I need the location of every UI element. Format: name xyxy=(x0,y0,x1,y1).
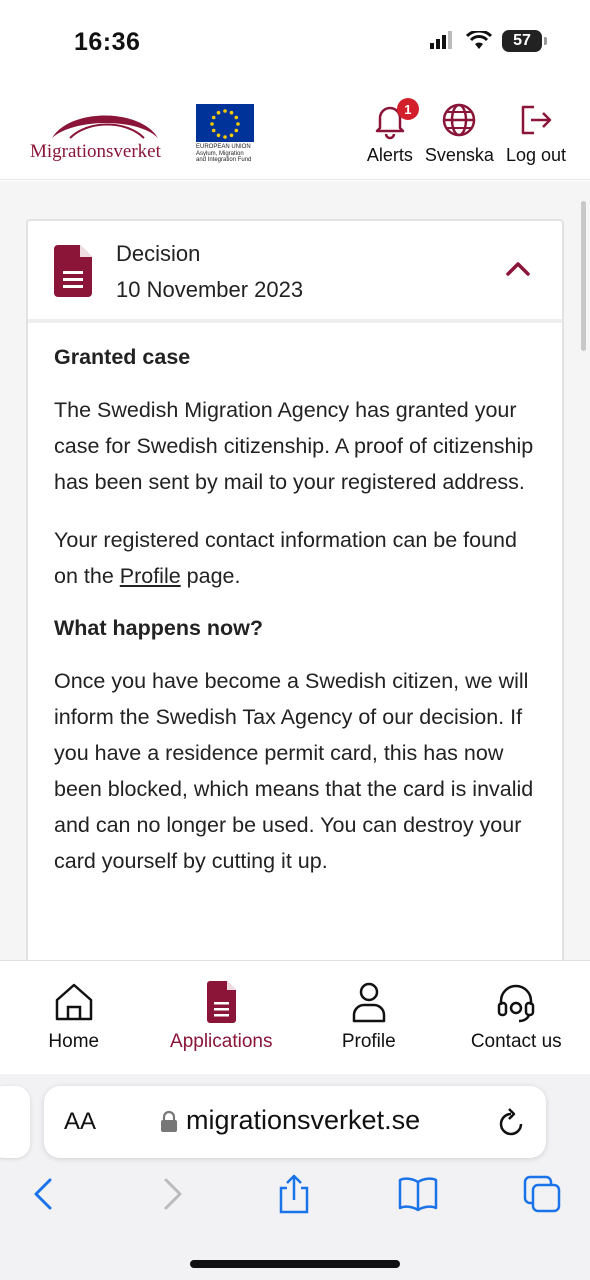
chevron-up-icon[interactable] xyxy=(504,255,532,283)
granted-heading: Granted case xyxy=(54,345,191,369)
nav-profile[interactable] xyxy=(295,961,443,1074)
logout-button[interactable] xyxy=(506,100,566,166)
wifi-icon xyxy=(466,31,492,51)
nav-profile-label: Profile xyxy=(341,1031,396,1052)
logo-text: Migrationsverket xyxy=(30,141,161,162)
tabs-icon[interactable] xyxy=(522,1174,562,1214)
scrollbar[interactable] xyxy=(581,201,586,351)
previous-tab-preview[interactable] xyxy=(0,1086,30,1158)
granted-paragraph: The Swedish Migration Agency has granted your case for Swedish citizenship. A proof of citizenship has been sent by mail to your registered address. xyxy=(54,398,534,494)
migrationsverket-logo[interactable] xyxy=(30,104,178,164)
home-icon xyxy=(51,979,97,1025)
reload-icon[interactable] xyxy=(496,1106,526,1138)
nav-home-label: Home xyxy=(48,1031,100,1052)
reader-settings-button[interactable]: AA xyxy=(64,1108,97,1135)
main-content[interactable] xyxy=(0,181,590,960)
nav-applications[interactable] xyxy=(148,961,296,1074)
eu-flag-icon xyxy=(196,104,254,142)
back-icon[interactable] xyxy=(24,1174,64,1214)
bookmarks-icon[interactable] xyxy=(398,1174,438,1214)
status-bar xyxy=(0,0,590,90)
contact-info-paragraph: Your registered contact information can be found on the Profile page. xyxy=(54,528,517,588)
logo-arc-icon xyxy=(30,104,178,144)
alerts-label: Alerts xyxy=(366,145,413,165)
header-actions xyxy=(367,100,566,166)
url-text: migrationsverket.se xyxy=(186,1105,421,1135)
forward-icon[interactable] xyxy=(152,1174,192,1214)
language-label: Svenska xyxy=(424,145,494,165)
bottom-nav xyxy=(0,960,590,1074)
status-icons xyxy=(430,30,542,52)
decision-card-body xyxy=(28,323,562,879)
lock-icon xyxy=(160,1110,178,1132)
document-icon xyxy=(198,979,244,1025)
browser-chrome xyxy=(0,1074,590,1280)
logout-label: Log out xyxy=(505,145,566,165)
browser-toolbar xyxy=(0,1174,590,1218)
decision-card-header[interactable] xyxy=(28,221,562,323)
globe-icon xyxy=(439,100,479,140)
decision-card xyxy=(26,219,564,960)
nav-home[interactable] xyxy=(0,961,148,1074)
nav-contact-us-label: Contact us xyxy=(470,1031,562,1052)
share-icon[interactable] xyxy=(274,1174,314,1214)
language-button[interactable] xyxy=(425,100,494,166)
home-indicator xyxy=(190,1260,400,1268)
logout-icon xyxy=(516,100,556,140)
document-icon xyxy=(54,245,92,297)
profile-link[interactable]: Profile xyxy=(119,564,181,588)
url-bar[interactable] xyxy=(44,1086,546,1158)
card-type: Decision xyxy=(116,241,201,266)
cellular-signal-icon xyxy=(430,31,456,51)
status-time: 16:36 xyxy=(74,28,141,56)
nav-contact-us[interactable] xyxy=(443,961,590,1074)
eu-caption: EUROPEAN UNION Asylum, Migration and Integration Fund xyxy=(196,144,252,163)
nav-applications-label: Applications xyxy=(170,1031,273,1052)
what-happens-paragraph: Once you have become a Swedish citizen, we will inform the Swedish Tax Agency of our decision. If you have a residence permit card, this has now been blocked, which means that the card is invalid and can no longer be used. You can destroy your card yourself by cutting it up. xyxy=(54,669,534,873)
alerts-button[interactable] xyxy=(367,100,413,166)
app-header xyxy=(0,90,590,180)
alerts-badge: 1 xyxy=(397,98,419,120)
card-date: 10 November 2023 xyxy=(116,277,304,302)
battery-indicator: 57 xyxy=(502,30,542,52)
person-icon xyxy=(346,979,392,1025)
eu-fund-logo xyxy=(196,104,256,164)
headset-icon xyxy=(493,979,539,1025)
what-happens-heading: What happens now? xyxy=(54,616,264,640)
